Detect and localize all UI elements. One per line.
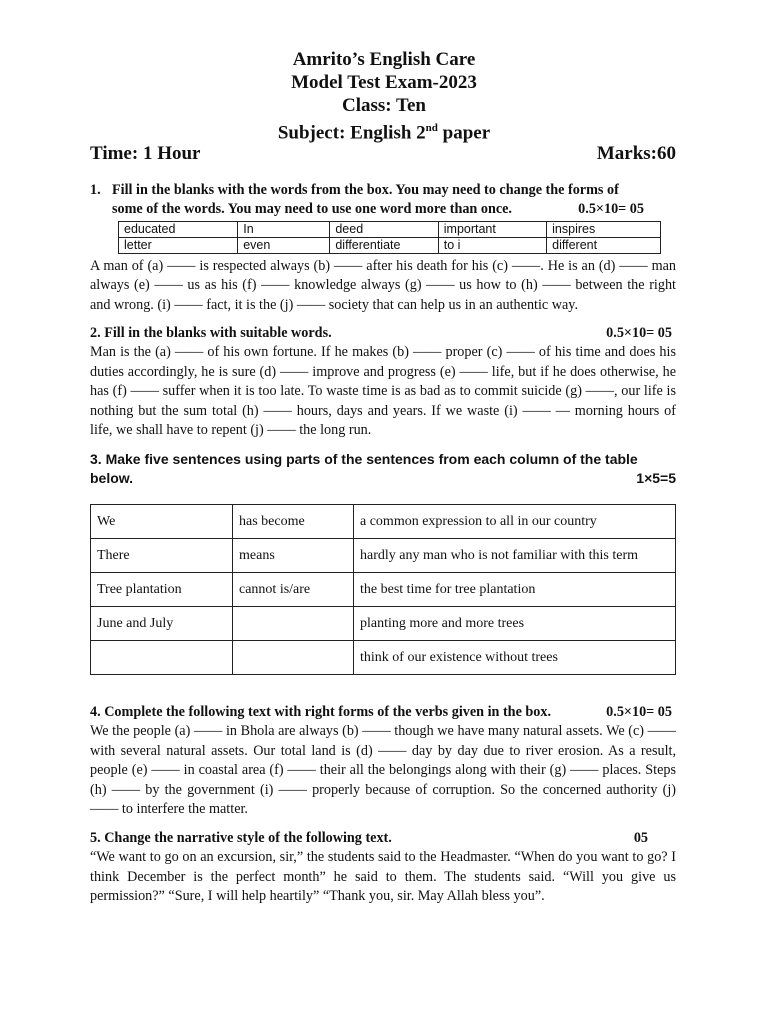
table-row (91, 573, 676, 607)
table-row (91, 539, 676, 573)
question-2-marks: 0.5×10= 05 (606, 325, 672, 341)
table-cell: think of our existence without trees (354, 641, 676, 675)
table-cell: There (91, 539, 233, 573)
word-box-cell: even (238, 238, 330, 254)
table-cell: June and July (91, 607, 233, 641)
question-2 (90, 324, 676, 440)
question-1-marks: 0.5×10= 05 (578, 201, 644, 218)
table-cell: has become (233, 505, 354, 539)
question-4 (90, 703, 676, 819)
question-3-marks: 1×5=5 (636, 470, 676, 486)
question-4-text: We the people (a) —— in Bhola are always (b) —— though we have many natural assets. We (c) —— with several natural assets. Our total land is (d) —— day by day due to river erosion. As a result, people (e) —— in coastal area (f) —— their all the belongings along with their (g) —— places. Steps (h) —— by the government (i) —— properly because of corruption. So the concerned authority (j) —— to interfere the matter. (90, 723, 676, 818)
question-2-title: 2. Fill in the blanks with suitable words. (90, 325, 332, 341)
table-cell: Tree plantation (91, 573, 233, 607)
exam-name: Model Test Exam-2023 (291, 72, 477, 93)
word-box-cell: In (238, 222, 330, 238)
question-5-title: 5. Change the narrative style of the following text. (90, 830, 392, 846)
word-box-row (119, 222, 661, 238)
table-cell (91, 641, 233, 675)
table-cell (233, 641, 354, 675)
word-box-cell: different (547, 238, 661, 254)
word-box-cell: letter (119, 238, 238, 254)
class-name: Class: Ten (342, 95, 426, 116)
exam-marks: Marks:60 (596, 143, 676, 164)
word-box-cell: educated (119, 222, 238, 238)
word-box-row (119, 238, 661, 254)
table-row (91, 641, 676, 675)
table-cell: a common expression to all in our country (354, 505, 676, 539)
table-cell: planting more and more trees (354, 607, 676, 641)
question-1-title-line2: some of the words. You may need to use one word more than once. (112, 201, 512, 218)
question-1 (90, 181, 676, 220)
question-1-text: A man of (a) —— is respected always (b) —— after his death for his (c) ——. He is an (d) —— man always (e) —— us as his (f) —— knowledge always (g) —— us how to (h) —— between the right and wrong. (i) —— fact, it is the (j) —— society that can help us in an authentic way. (90, 258, 676, 313)
table-cell: We (91, 505, 233, 539)
question-5-marks: 05 (633, 830, 648, 846)
exam-time: Time: 1 Hour (90, 143, 201, 164)
question-1-title: 1. Fill in the blanks with the words from the box. You may need to change the forms of (90, 182, 619, 198)
table-row (91, 505, 676, 539)
question-5-text: “We want to go on an excursion, sir,” the students said to the Headmaster. “When do you want to go? I think December is the perfect month” he said to them. The students said. “Will you give us permission?” “Sure, I will help heartily” “Thank you, sir. May Allah bless you”. (90, 849, 676, 905)
question-4-marks: 0.5×10= 05 (606, 704, 672, 720)
word-box-cell: inspires (547, 222, 661, 238)
question-5 (90, 829, 676, 907)
table-cell: the best time for tree plantation (354, 573, 676, 607)
sentence-table (90, 504, 676, 675)
table-cell: hardly any man who is not familiar with this term (354, 539, 676, 573)
table-row (91, 607, 676, 641)
table-cell: cannot is/are (233, 573, 354, 607)
question-2-text: Man is the (a) —— of his own fortune. If he makes (b) —— proper (c) —— of his time and does his duties accordingly, he is sure (d) —— improve and progress (e) —— life, but if he does otherwise, he has (f) —— suffer when it is too late. To waste time is as bad as to commit suicide (g) ——, our life is nothing but the sum total (h) —— hours, days and years. If we waste (i) —— — morning hours of life, we shall have to repent (j) —— the long run. (90, 344, 676, 439)
word-box (118, 221, 661, 254)
question-3-title: 3. Make five sentences using parts of the sentences from each column of the table below. (90, 451, 638, 486)
word-box-cell: differentiate (330, 238, 438, 254)
table-cell: means (233, 539, 354, 573)
question-3 (90, 450, 676, 488)
subject-name: Subject: English 2nd paper (277, 122, 491, 144)
word-box-cell: deed (330, 222, 438, 238)
table-cell (233, 607, 354, 641)
word-box-cell: to i (438, 238, 546, 254)
institute-name: Amrito’s English Care (292, 49, 476, 70)
word-box-cell: important (438, 222, 546, 238)
question-4-title: 4. Complete the following text with right forms of the verbs given in the box. (90, 704, 552, 720)
exam-header (0, 48, 768, 144)
